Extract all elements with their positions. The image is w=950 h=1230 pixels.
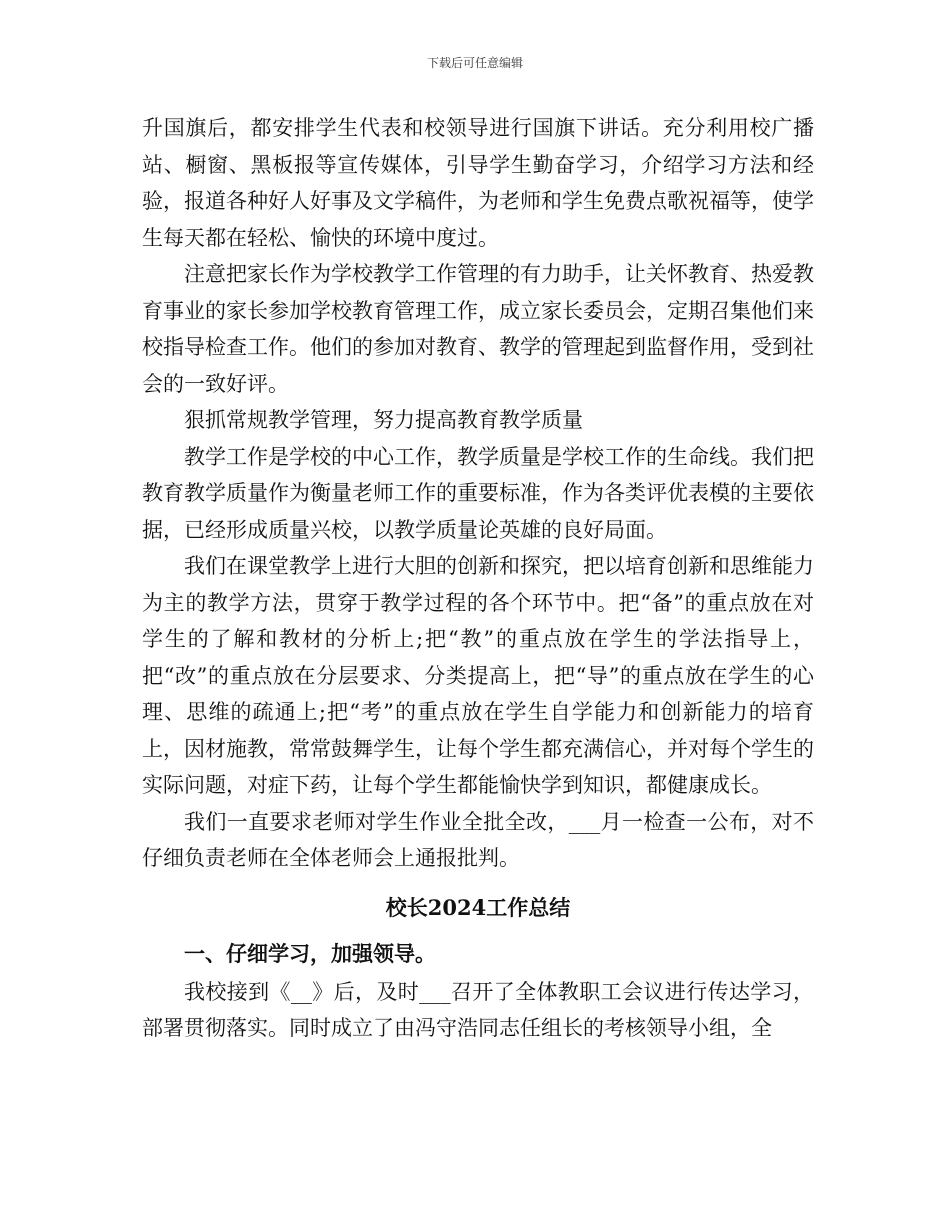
paragraph-5: 我们在课堂教学上进行大胆的创新和探究，把以培育创新和思维能力为主的教学方法，贯穿于教学过程的各个环节中。把“备”的重点放在对学生的了解和教材的分析上;把“教”的重点放在学生的学法指导上，把“改”的重点放在分层要求、分类提高上，把“导”的重点放在学生的心理、思维的疏通上;把“考”的重点放在学生自学能力和创新能力的培育上，因材施教，常常鼓舞学生，让每个学生都充满信心，并对每个学生的实际问题，对症下药，让每个学生都能愉快学到知识，都健康成长。	[142, 554, 814, 797]
paragraph-7: 我校接到《__》后，及时___召开了全体教职工会议进行传达学习，部署贯彻落实。同时成立了由冯守浩同志任组长的考核领导小组，全	[142, 979, 814, 1040]
paragraph-4: 教学工作是学校的中心工作，教学质量是学校工作的生命线。我们把教育教学质量作为衡量老师工作的重要标准，作为各类评优表模的主要依据，已经形成质量兴校，以教学质量论英雄的良好局面。	[142, 444, 814, 542]
document-body	[142, 110, 814, 1047]
paragraph-1: 升国旗后，都安排学生代表和校领导进行国旗下讲话。充分利用校广播站、橱窗、黑板报等宣传媒体，引导学生勤奋学习，介绍学习方法和经验，报道各种好人好事及文学稿件，为老师和学生免费点歌祝福等，使学生每天都在轻松、愉快的环境中度过。	[142, 116, 814, 250]
paragraph-3: 狠抓常规教学管理，努力提高教育教学质量	[184, 408, 583, 432]
page-header: 下载后可任意编辑	[426, 56, 523, 70]
paragraph-2: 注意把家长作为学校教学工作管理的有力助手，让关怀教育、热爱教育事业的家长参加学校教育管理工作，成立家长委员会，定期召集他们来校指导检查工作。他们的参加对教育、教学的管理起到监督作用，受到社会的一致好评。	[142, 262, 814, 396]
section-title: 校长2024工作总结	[385, 894, 571, 920]
paragraph-6: 我们一直要求老师对学生作业全批全改，___月一检查一公布，对不仔细负责老师在全体老师会上通报批判。	[142, 809, 814, 870]
section-heading: 一、仔细学习，加强领导。	[184, 940, 436, 966]
